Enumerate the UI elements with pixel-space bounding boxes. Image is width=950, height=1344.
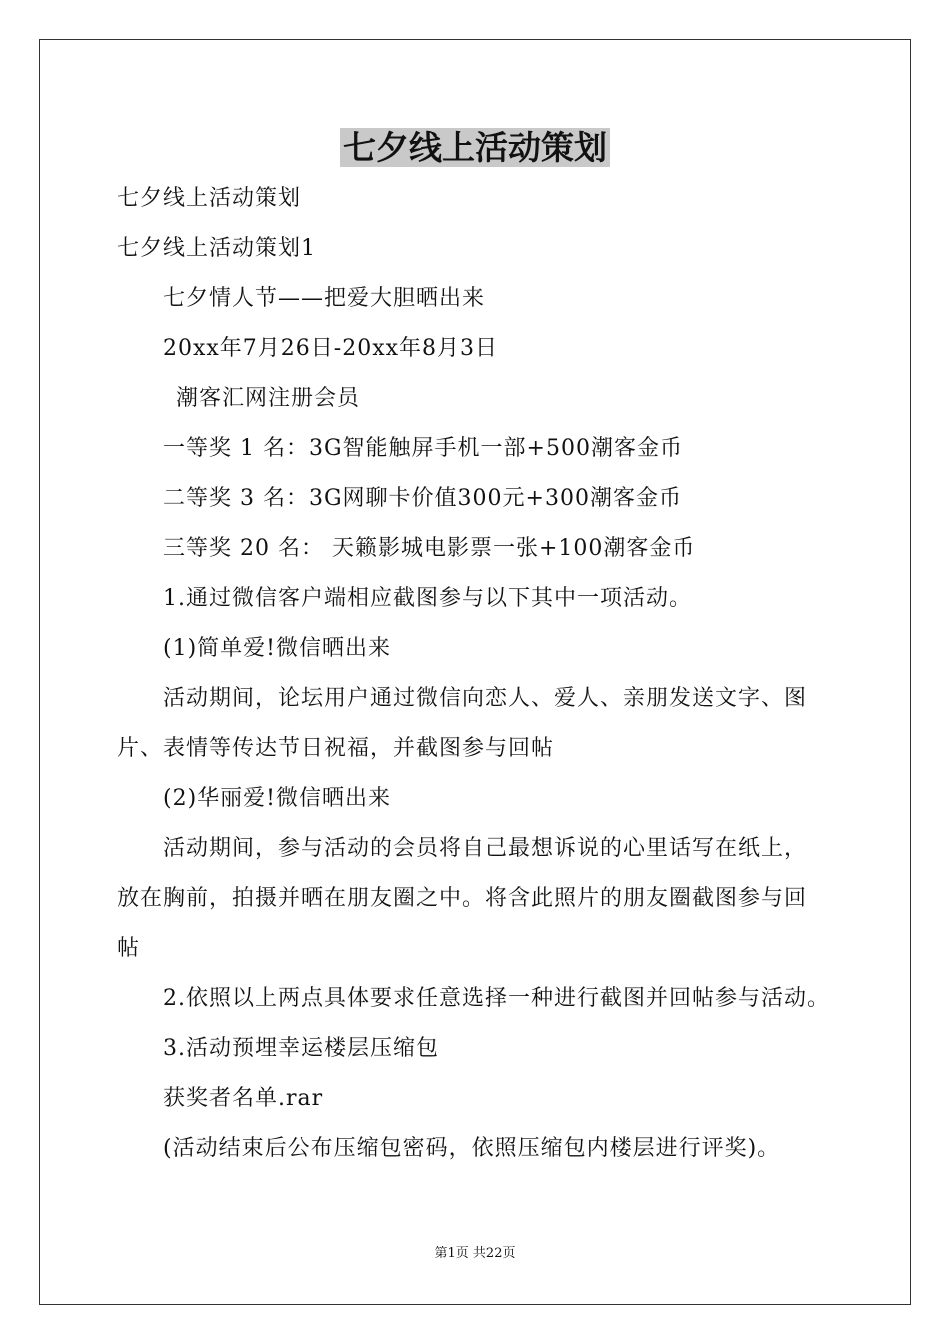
paragraph-line: 帖 xyxy=(117,936,141,961)
paragraph-line: 获奖者名单.rar xyxy=(163,1086,324,1111)
paragraph-line: 放在胸前，拍摄并晒在朋友圈之中。将含此照片的朋友圈截图参与回 xyxy=(117,886,808,911)
paragraph-line: 一等奖 1 名：3G智能触屏手机一部+500潮客金币 xyxy=(163,436,683,461)
paragraph-line: 3.活动预埋幸运楼层压缩包 xyxy=(163,1036,439,1061)
paragraph-line: 三等奖 20 名： 天籁影城电影票一张+100潮客金币 xyxy=(163,536,696,561)
page-footer: 第1页 共22页 xyxy=(434,1246,516,1261)
title-text: 七夕线上活动策划 xyxy=(340,128,610,167)
paragraph-line: 片、表情等传达节日祝福，并截图参与回帖 xyxy=(117,736,555,761)
page-border xyxy=(39,39,911,1305)
paragraph-line: (活动结束后公布压缩包密码，依照压缩包内楼层进行评奖)。 xyxy=(163,1136,781,1161)
paragraph-line: 20xx年7月26日-20xx年8月3日 xyxy=(163,336,499,361)
paragraph-line: 七夕情人节——把爱大胆晒出来 xyxy=(163,286,486,311)
paragraph-line: 潮客汇网注册会员 xyxy=(176,386,361,411)
paragraph-line: 二等奖 3 名：3G网聊卡价值300元+300潮客金币 xyxy=(163,486,682,511)
paragraph-line: 2.依照以上两点具体要求任意选择一种进行截图并回帖参与活动。 xyxy=(163,986,830,1011)
paragraph-line: (2)华丽爱!微信晒出来 xyxy=(163,786,392,811)
paragraph-line: 七夕线上活动策划 xyxy=(117,186,302,211)
paragraph-line: (1)简单爱!微信晒出来 xyxy=(163,636,392,661)
paragraph-line: 1.通过微信客户端相应截图参与以下其中一项活动。 xyxy=(163,586,692,611)
paragraph-line: 活动期间，论坛用户通过微信向恋人、爱人、亲朋发送文字、图 xyxy=(163,686,808,711)
document-title xyxy=(0,124,950,172)
paragraph-line: 活动期间，参与活动的会员将自己最想诉说的心里话写在纸上， xyxy=(163,836,808,861)
paragraph-line: 七夕线上活动策划1 xyxy=(117,236,316,261)
